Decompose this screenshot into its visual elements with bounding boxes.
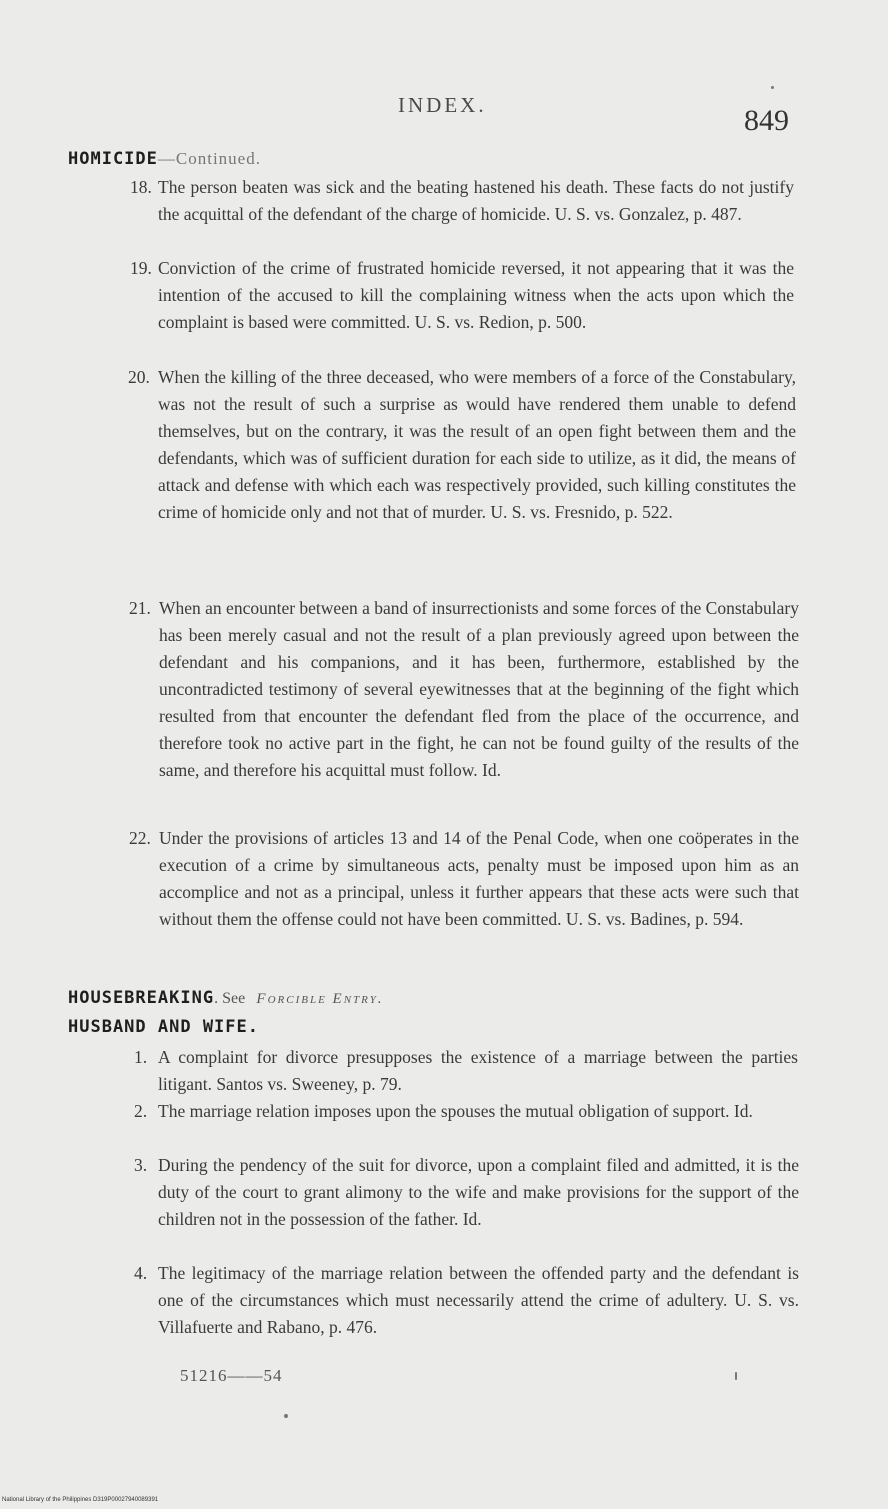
housebreaking-title: HOUSEBREAKING [68, 988, 215, 1008]
entry-text: During the pendency of the suit for divorce, upon a complaint filed and admitted, it is the duty of the court to grant alimony to the wife and make provisions for the support of the children not in the possession of the father. Id. [158, 1155, 799, 1229]
entry-text: When the killing of the three deceased, who were members of a force of the Constabulary, was not the result of such a surprise as would have rendered them unable to defend themselves, but on the contrary, it was the result of an open fight between them and the defendants, which was of sufficient duration for each side to utilize, as it did, the means of attack and defense with which each was respectively provided, such killing constitutes the crime of homicide only and not that of murder. U. S. vs. Fresnido, p. 522. [158, 367, 796, 522]
homicide-entry-19 [130, 255, 794, 336]
homicide-entry-21 [129, 595, 799, 784]
entry-number: 18. [130, 177, 152, 197]
husband-wife-entry-4 [134, 1260, 799, 1341]
housebreaking-see: . See [214, 990, 246, 1007]
husband-wife-heading [68, 1017, 259, 1037]
entry-number: 21. [129, 598, 151, 618]
entry-text: When an encounter between a band of insurrectionists and some forces of the Constabulary has been merely casual and not the result of a plan previously agreed upon between the defendant and his companions, and it has been, furthermore, established by the uncontradicted testimony of several eyewitnesses that at the beginning of the fight which resulted from that encounter the defendant fled from the place of the occurrence, and therefore took no active part in the fight, he can not be found guilty of the results of the same, and therefore his acquittal must follow. Id. [159, 598, 799, 780]
homicide-entry-20 [128, 364, 796, 526]
entry-text: The legitimacy of the marriage relation between the offended party and the defendant is one of the circumstances which must necessarily attend the crime of adultery. U. S. vs. Villafuerte and Rabano, p. 476. [158, 1263, 799, 1337]
homicide-continued: —Continued. [157, 149, 261, 168]
entry-text: Under the provisions of articles 13 and 14 of the Penal Code, when one coöperates in the execution of a crime by simultaneous acts, penalty must be imposed upon him as an accomplice and not as a principal, unless it further appears that these acts were such that without them the offense could not have been committed. U. S. vs. Badines, p. 594. [159, 828, 799, 929]
husband-wife-title: HUSBAND AND WIFE. [68, 1017, 259, 1037]
entry-number: 3. [134, 1155, 148, 1175]
entry-number: 2. [134, 1101, 148, 1121]
entry-text: The marriage relation imposes upon the spouses the mutual obligation of support. Id. [158, 1101, 753, 1121]
scan-credit: National Library of the Philippines D319P00027940089391 [2, 1497, 159, 1503]
signature-code: 51216——54 [180, 1366, 283, 1385]
running-head: INDEX. [398, 93, 487, 117]
entry-text: A complaint for divorce presupposes the existence of a marriage between the parties litigant. Santos vs. Sweeney, p. 79. [158, 1047, 798, 1094]
homicide-heading [68, 149, 261, 169]
page-number: 849 [744, 104, 789, 137]
entry-text: Conviction of the crime of frustrated homicide reversed, it not appearing that it was the intention of the accused to kill the complaining witness when the acts upon which the complaint is based were committed. U. S. vs. Redion, p. 500. [158, 258, 794, 332]
homicide-entry-22 [129, 825, 799, 933]
homicide-title: HOMICIDE [68, 149, 158, 169]
housebreaking-heading [68, 988, 384, 1008]
entry-number: 4. [134, 1263, 148, 1283]
husband-wife-entry-3 [134, 1152, 799, 1233]
entry-text: The person beaten was sick and the beating hastened his death. These facts do not justify the acquittal of the defendant of the charge of homicide. U. S. vs. Gonzalez, p. 487. [158, 177, 794, 224]
husband-wife-entry-2 [134, 1098, 798, 1125]
homicide-entry-18 [130, 174, 794, 228]
housebreaking-see-ref: Forcible Entry. [256, 991, 384, 1007]
scan-speck [284, 1414, 288, 1418]
scan-speck [771, 86, 774, 89]
entry-number: 19. [130, 258, 152, 278]
husband-wife-entry-1 [134, 1044, 798, 1098]
scan-speck [735, 1372, 737, 1380]
entry-number: 20. [128, 367, 150, 387]
entry-number: 22. [129, 828, 151, 848]
entry-number: 1. [134, 1047, 148, 1067]
